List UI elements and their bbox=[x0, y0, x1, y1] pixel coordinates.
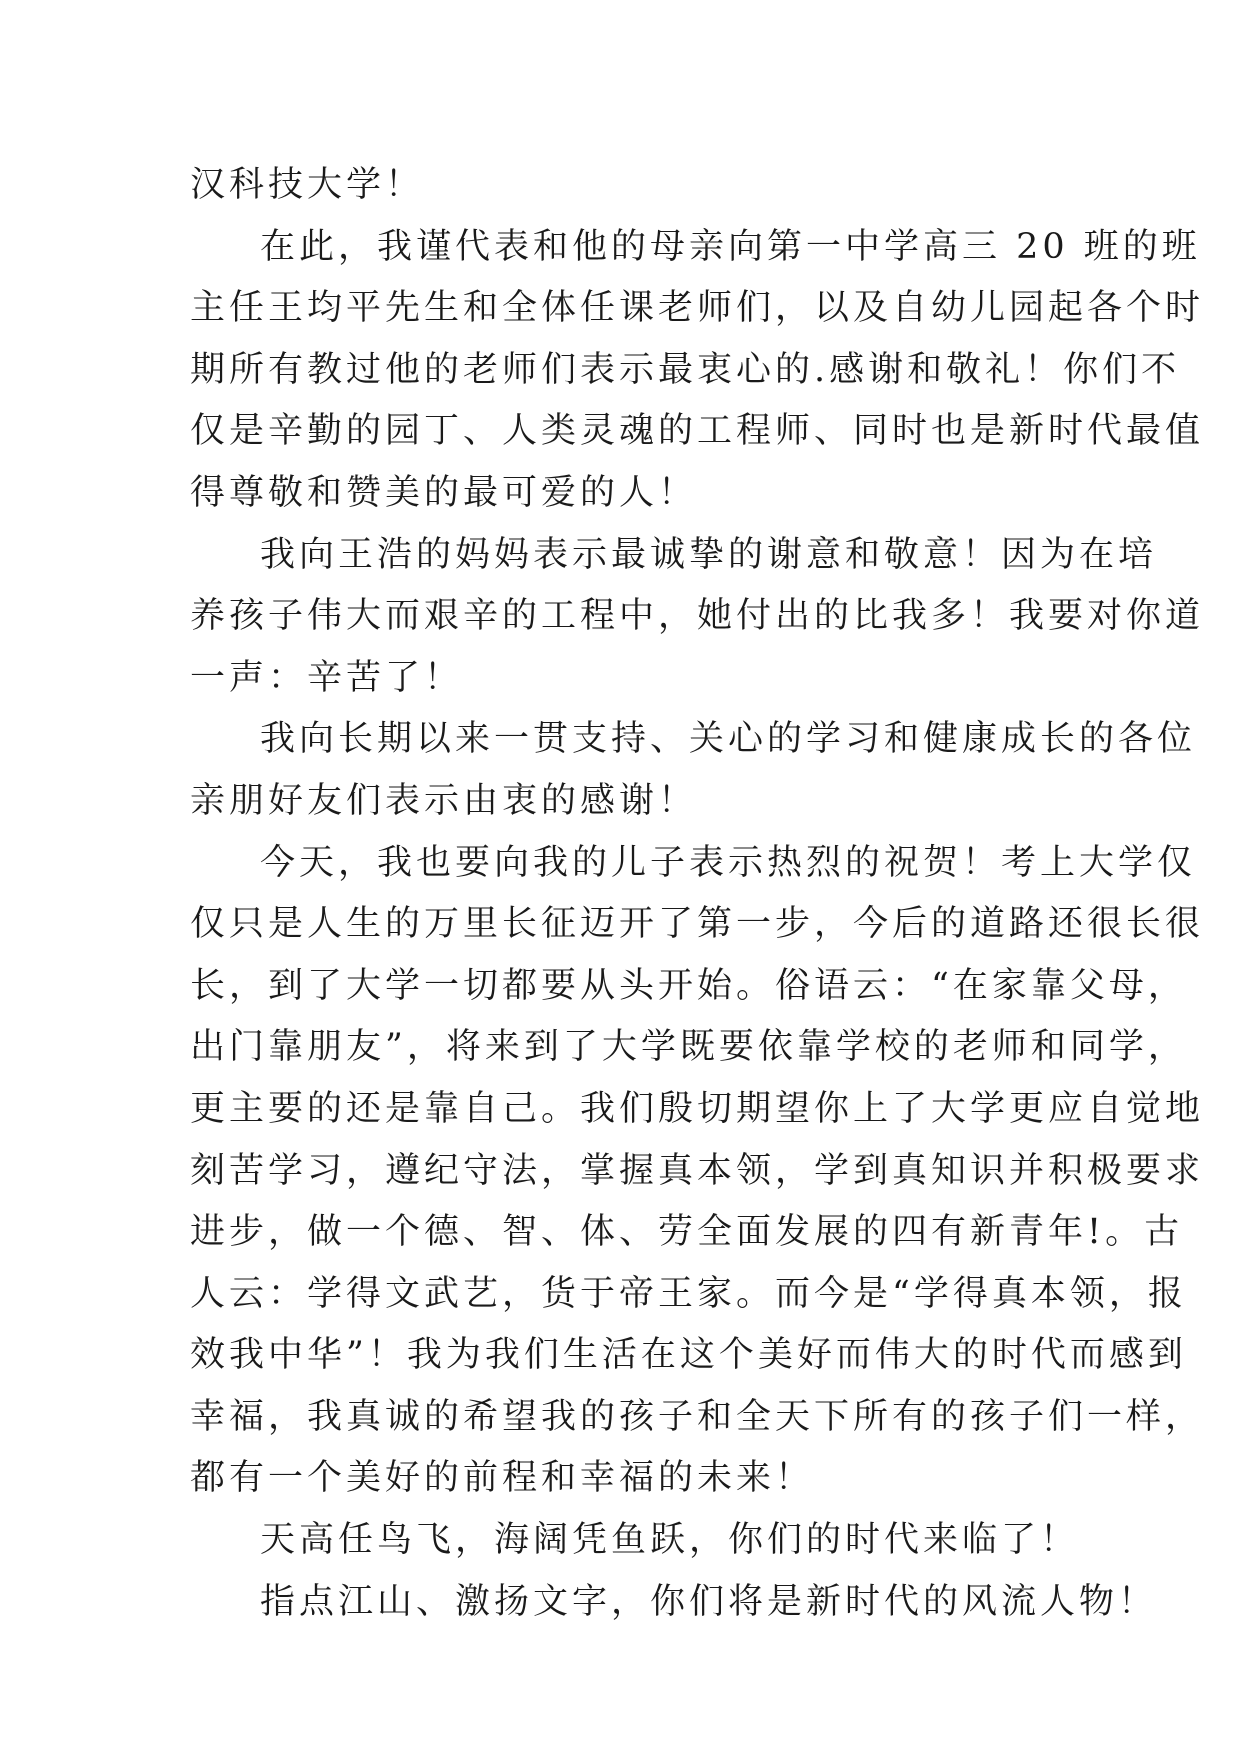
text-line: 都有一个美好的前程和幸福的未来！ bbox=[190, 1458, 815, 1499]
text-line: 养孩子伟大而艰辛的工程中，她付出的比我多！我要对你道 bbox=[190, 596, 1205, 637]
paragraph-start-line: 在此，我谨代表和他的母亲向第一中学高三 20 班的班 bbox=[260, 226, 1201, 267]
paragraph-start-line: 天高任鸟飞，海阔凭鱼跃，你们的时代来临了！ bbox=[260, 1520, 1080, 1561]
text-line: 进步，做一个德、智、体、劳全面发展的四有新青年!。古 bbox=[190, 1212, 1184, 1253]
text-line: 汉科技大学！ bbox=[190, 165, 425, 205]
paragraph-start-line: 今天，我也要向我的儿子表示热烈的祝贺！考上大学仅 bbox=[260, 842, 1197, 883]
text-line: 亲朋好友们表示由衷的感谢！ bbox=[190, 780, 698, 821]
paragraph-start-line: 指点江山、激扬文字，你们将是新时代的风流人物！ bbox=[260, 1581, 1158, 1622]
text-line: 幸福，我真诚的希望我的孩子和全天下所有的孩子们一样， bbox=[190, 1396, 1205, 1437]
text-line: 期所有教过他的老师们表示最衷心的.感谢和敬礼！你们不 bbox=[190, 349, 1181, 390]
text-line: 长，到了大学一切都要从头开始。俗语云：“在家靠父母， bbox=[190, 965, 1187, 1006]
text-line: 得尊敬和赞美的最可爱的人！ bbox=[190, 472, 698, 513]
body-text bbox=[190, 155, 1205, 1633]
text-line: 出门靠朋友”，将来到了大学既要依靠学校的老师和同学， bbox=[190, 1027, 1187, 1068]
text-line: 更主要的还是靠自己。我们殷切期望你上了大学更应自觉地 bbox=[190, 1088, 1205, 1129]
text-line: 刻苦学习，遵纪守法，掌握真本领，学到真知识并积极要求 bbox=[190, 1150, 1205, 1191]
text-line: 效我中华”！我为我们生活在这个美好而伟大的时代而感到 bbox=[190, 1335, 1187, 1376]
text-line: 主任王均平先生和全体任课老师们，以及自幼儿园起各个时 bbox=[190, 288, 1205, 329]
paragraph-start-line: 我向王浩的妈妈表示最诚挚的谢意和敬意！因为在培 bbox=[260, 534, 1158, 575]
text-line: 仅是辛勤的园丁、人类灵魂的工程师、同时也是新时代最值 bbox=[190, 411, 1205, 452]
text-line: 一声：辛苦了！ bbox=[190, 657, 464, 698]
text-line: 仅只是人生的万里长征迈开了第一步，今后的道路还很长很 bbox=[190, 904, 1205, 945]
paragraph-start-line: 我向长期以来一贯支持、关心的学习和健康成长的各位 bbox=[260, 719, 1197, 760]
text-line: 人云：学得文武艺，货于帝王家。而今是“学得真本领，报 bbox=[190, 1273, 1187, 1314]
